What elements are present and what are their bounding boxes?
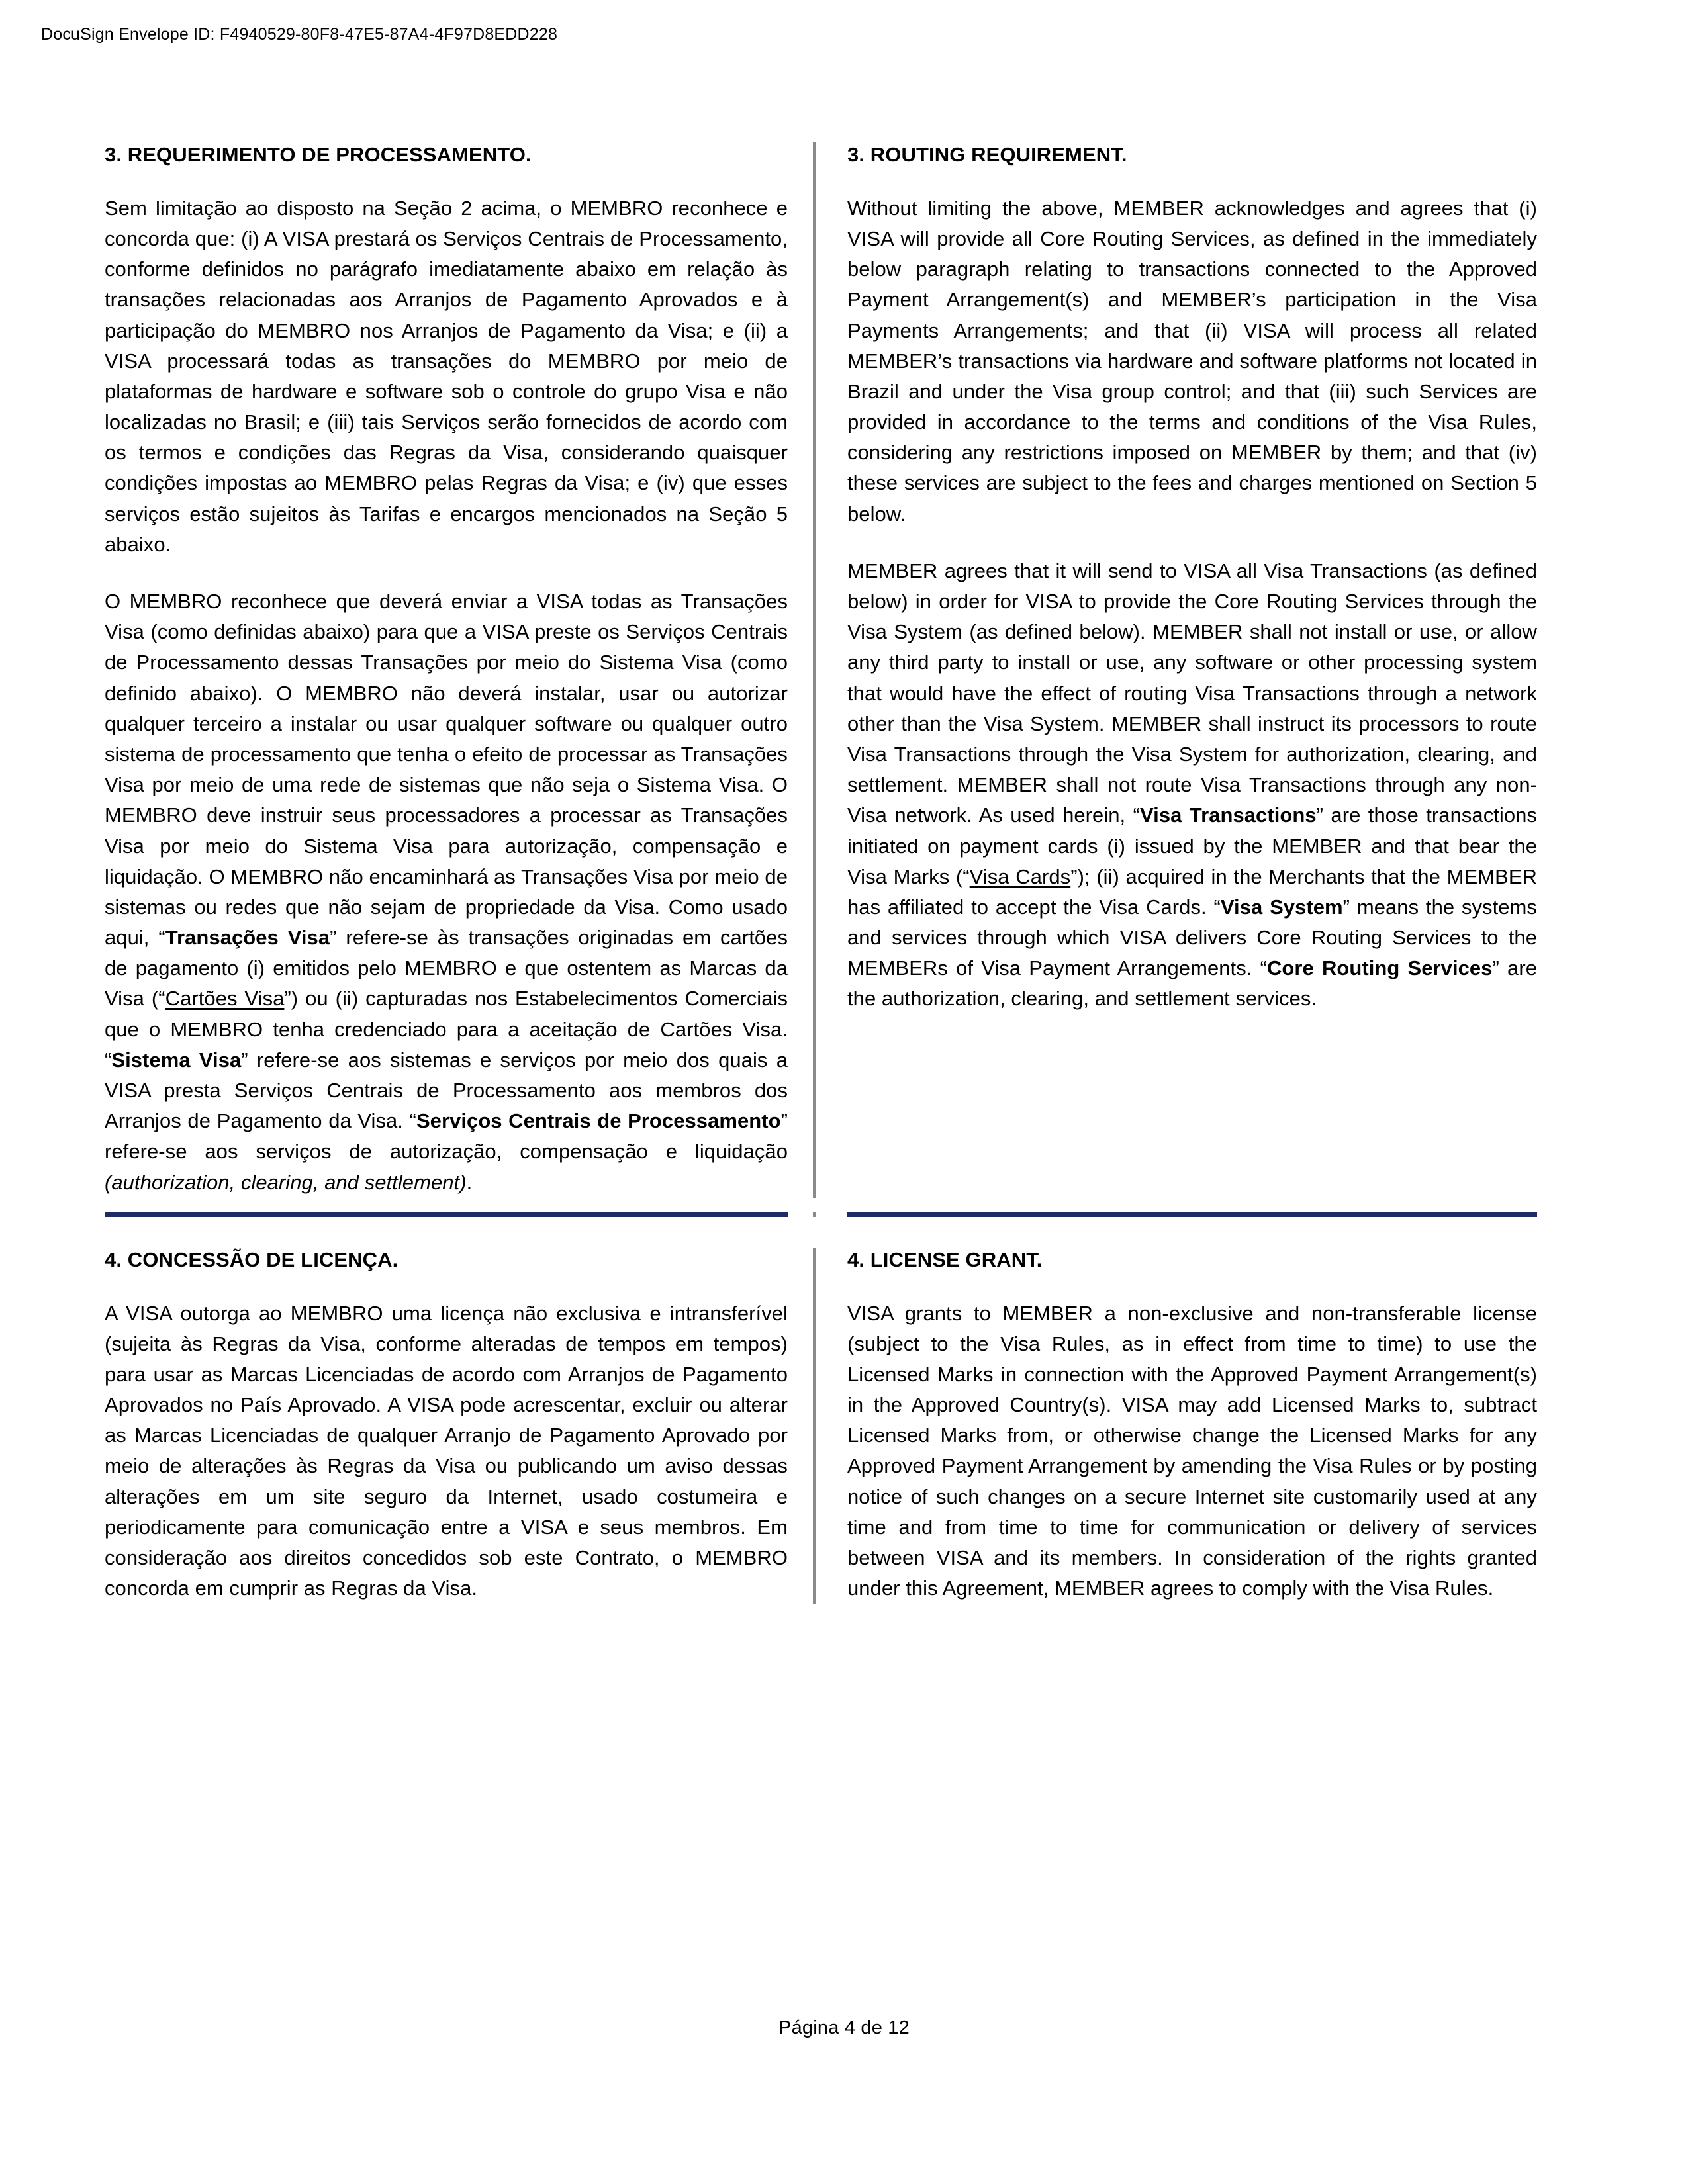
section-separator-rules	[105, 1212, 1587, 1217]
section-3-paragraph-1-pt: Sem limitação ao disposto na Seção 2 acima, o MEMBRO reconhece e concorda que: (i) A VISA prestará os Serviços Centrais de Processamento, conforme definidos no parágrafo imediatamente abaixo em relação às transações relacionadas aos Arranjos de Pagamento Aprovados e à participação do MEMBRO nos Arranjos de Pagamento da Visa; e (ii) a VISA processará todas as transações do MEMBRO por meio de plataformas de hardware e software sob o controle do grupo Visa e não localizadas no Brasil; e (iii) tais Serviços serão fornecidos de acordo com os termos e condições das Regras da Visa, considerando quaisquer condições impostas ao MEMBRO pelas Regras da Visa; e (iv) que esses serviços estão sujeitos às Tarifas e encargos mencionados na Seção 5 abaixo.	[105, 196, 788, 556]
horizontal-rule-left	[105, 1212, 788, 1217]
term-core-routing-services: Core Routing Services	[1266, 956, 1493, 980]
vertical-divider	[813, 1248, 816, 1604]
term-transacoes-visa: Transações Visa	[165, 926, 330, 950]
par2-pt-end: .	[466, 1170, 473, 1194]
par2-en-seg3: ”); (ii) acquired in the Merchants that the MEMBER has affiliated to accept the Visa Cards. “	[847, 864, 1537, 919]
document-content	[105, 142, 1587, 1604]
par2-pt-italic-tail: (authorization, clearing, and settlement)	[105, 1170, 467, 1194]
column-divider-wrap-section-4	[806, 1248, 822, 1604]
term-servicos-centrais-de-processamento: Serviços Centrais de Processamento	[416, 1109, 781, 1133]
par2-pt-seg1: O MEMBRO reconhece que deverá enviar a VISA todas as Transações Visa (como definidas abaixo) para que a VISA preste os Serviços Centrais de Processamento dessas Transações por meio do Sistema Visa (como definido abaixo). O MEMBRO não deverá instalar, usar ou autorizar qualquer terceiro a instalar ou usar qualquer software ou qualquer outro sistema de processamento que tenha o efeito de processar as Transações Visa por meio de uma rede de sistemas que não seja o Sistema Visa. O MEMBRO deve instruir seus processadores a processar as Transações Visa por meio do Sistema Visa para autorização, compensação e liquidação. O MEMBRO não encaminhará as Transações Visa por meio de sistemas ou redes que não sejam de propriedade da Visa. Como usado aqui, “	[105, 590, 788, 950]
section-3-heading-en: 3. ROUTING REQUIREMENT.	[847, 143, 1127, 166]
section-4-heading-pt: 4. CONCESSÃO DE LICENÇA.	[105, 1248, 399, 1271]
term-sistema-visa: Sistema Visa	[111, 1048, 242, 1071]
par2-en-seg2: ” are those transactions initiated on payment cards (i) issued by the MEMBER and that bear the Visa Marks (“	[847, 803, 1537, 888]
par2-en-seg1: MEMBER agrees that it will send to VISA all Visa Transactions (as defined below) in order for VISA to provide the Core Routing Services through the Visa System (as defined below). MEMBER shall not install or use, or allow any third party to install or use, any software or other processing system that would have the effect of routing Visa Transactions through a network other than the Visa System. MEMBER shall instruct its processors to route Visa Transactions through the Visa System for authorization, clearing, and settlement. MEMBER shall not route Visa Transactions through any non-Visa network. As used herein, “	[847, 559, 1537, 827]
section-3-paragraph-2-pt	[105, 586, 788, 1198]
section-3-paragraph-2-en	[847, 556, 1537, 1015]
rule-right-wrap	[822, 1212, 1537, 1217]
vertical-divider	[813, 142, 816, 1198]
section-4-portuguese-column	[105, 1248, 806, 1604]
par2-pt-seg4: ” refere-se aos sistemas e serviços por meio dos quais a VISA presta Serviços Centrais de Processamento aos membros dos Arranjos de Pagamento da Visa. “	[105, 1048, 788, 1133]
horizontal-rule-right	[847, 1212, 1537, 1217]
par2-pt-seg2: ” refere-se às transações originadas em cartões de pagamento (i) emitidos pelo MEMBRO e que ostentem as Marcas da Visa (“	[105, 926, 788, 1011]
par2-pt-seg5: ” refere-se aos serviços de autorização, compensação e liquidação	[105, 1109, 788, 1163]
column-divider-wrap-rule	[806, 1212, 822, 1217]
section-4-english-column	[822, 1248, 1537, 1604]
section-3-portuguese-column	[105, 142, 806, 1198]
section-4-paragraph-1-pt: A VISA outorga ao MEMBRO uma licença não exclusiva e intransferível (sujeita às Regras da Visa, conforme alteradas de tempos em tempos) para usar as Marcas Licenciadas de acordo com Arranjos de Pagamento Aprovados no País Aprovado. A VISA pode acrescentar, excluir ou alterar as Marcas Licenciadas de qualquer Arranjo de Pagamento Aprovado por meio de alterações às Regras da Visa ou publicando um aviso dessas alterações em um site seguro da Internet, usado costumeira e periodicamente para comunicação entre a VISA e seus membros. Em consideração aos direitos concedidos sob este Contrato, o MEMBRO concorda em cumprir as Regras da Visa.	[105, 1301, 788, 1600]
section-4-heading-en: 4. LICENSE GRANT.	[847, 1248, 1043, 1271]
par2-pt-seg3: ”) ou (ii) capturadas nos Estabelecimentos Comerciais que o MEMBRO tenha credenciado para a aceitação de Cartões Visa. “	[105, 987, 788, 1071]
term-cartoes-visa: Cartões Visa	[165, 987, 285, 1011]
term-visa-transactions: Visa Transactions	[1140, 803, 1317, 827]
section-3-paragraph-1-en: Without limiting the above, MEMBER acknowledges and agrees that (i) VISA will provide all Core Routing Services, as defined in the immediately below paragraph relating to transactions connected to the Approved Payment Arrangement(s) and MEMBER’s participation in the Visa Payments Arrangements; and that (ii) VISA will process all related MEMBER’s transactions via hardware and software platforms not located in Brazil and under the Visa group control; and that (iii) such Services are provided in accordance to the terms and conditions of the Visa Rules, considering any restrictions imposed on MEMBER by them; and that (iv) these services are subject to the fees and charges mentioned on Section 5 below.	[847, 196, 1537, 525]
section-4-paragraph-1-en: VISA grants to MEMBER a non-exclusive and non-transferable license (subject to the Visa Rules, as in effect from time to time) to use the Licensed Marks in connection with the Approved Payment Arrangement(s) in the Approved Country(s). VISA may add Licensed Marks to, subtract Licensed Marks from, or otherwise change the Licensed Marks for any Approved Payment Arrangement by amending the Visa Rules or by posting notice of such changes on a secure Internet site customarily used at any time and from time to time for communication or delivery of services between VISA and its members. In consideration of the rights granted under this Agreement, MEMBER agrees to comply with the Visa Rules.	[847, 1301, 1537, 1600]
par2-en-seg5: ” are the authorization, clearing, and settlement services.	[847, 956, 1537, 1011]
section-4	[105, 1248, 1587, 1604]
docusign-envelope-id: DocuSign Envelope ID: F4940529-80F8-47E5-87A4-4F97D8EDD228	[41, 25, 558, 44]
page-footer: Página 4 de 12	[778, 2017, 910, 2038]
vertical-divider	[813, 1212, 816, 1217]
column-divider-wrap-section-3	[806, 142, 822, 1198]
section-3-heading-pt: 3. REQUERIMENTO DE PROCESSAMENTO.	[105, 143, 532, 166]
par2-en-seg4: ” means the systems and services through which VISA delivers Core Routing Services to the MEMBERs of Visa Payment Arrangements. “	[847, 895, 1537, 980]
section-3-english-column	[822, 142, 1537, 1198]
term-visa-cards: Visa Cards	[969, 864, 1071, 888]
section-3	[105, 142, 1587, 1198]
rule-left-wrap	[105, 1212, 806, 1217]
term-visa-system: Visa System	[1220, 895, 1343, 919]
